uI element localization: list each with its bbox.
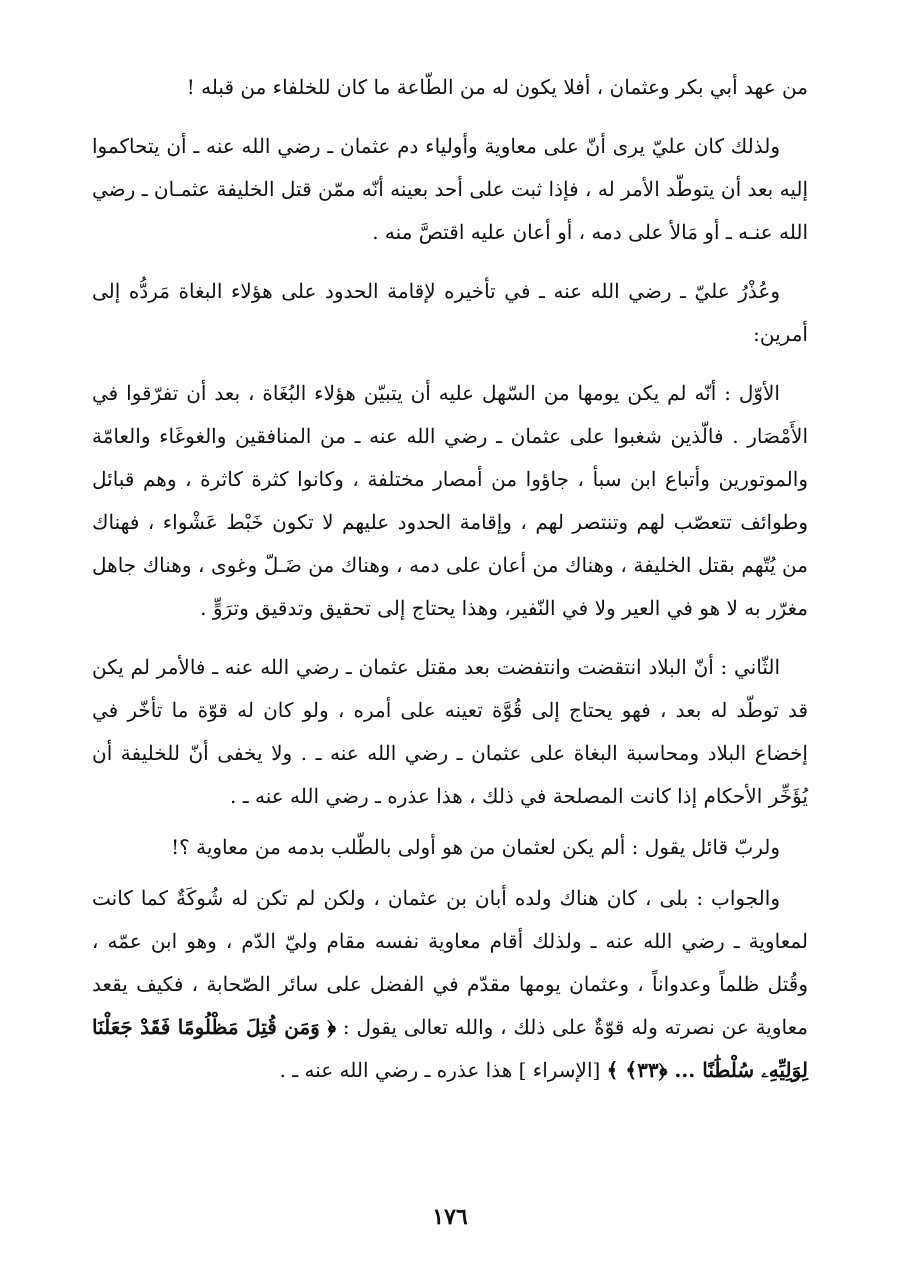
paragraph-2: ولذلك كان عليّ يرى أنّ على معاوية وأولياء دم عثمان ـ رضي الله عنه ـ أن يتحاكموا إليه بعد أن يتوطّد الأمر له ، فإذا ثبت على أحد بعينه أنّه ممّن قتل الخليفة عثمـان ـ رضي الله عنـه ـ أو مَالأ على دمه ، أو أعان عليه اقتصَّ منه .: [92, 134, 808, 244]
paragraph-3: وعُذْرُ عليّ ـ رضي الله عنه ـ في تأخيره لإقامة الحدود على هؤلاء البغاة مَردُّه إلى أمرين:: [92, 279, 808, 346]
body-text: [92, 66, 808, 1092]
quran-verse: ﴿ وَمَن قُتِلَ مَظْلُومًا فَقَدْ جَعَلْنَا لِوَلِيِّهِۦ سُلْطَٰنًا ... ﴿٣٣﴾ ﴾: [92, 1015, 808, 1082]
paragraph-7: [92, 877, 808, 1092]
paragraph-6: ولربّ قائل يقول : ألم يكن لعثمان من هو أولى بالطّلب بدمه من معاوية ؟!: [171, 835, 780, 859]
page-number: ١٧٦: [432, 1204, 468, 1230]
paragraph-7-after: [الإسراء ] هذا عذره ـ رضي الله عنه ـ .: [279, 1058, 601, 1082]
paragraph-1: من عهد أبي بكر وعثمان ، أفلا يكون له من الطّاعة ما كان للخلفاء من قبله !: [186, 75, 808, 99]
paragraph-5: الثّاني : أنّ البلاد انتقضت وانتفضت بعد مقتل عثمان ـ رضي الله عنه ـ فالأمر لم يكن قد توطّد له بعد ، فهو يحتاج إلى قُوَّة تعينه على أمره ، ولو كان له قوّة ما تأخّر في إخضاع البلاد ومحاسبة البغاة على عثمان ـ رضي الله عنه ـ . ولا يخفى أنّ للخليفة أن يُؤَخِّر الأحكام إذا كانت المصلحة في ذلك ، هذا عذره ـ رضي الله عنه ـ .: [92, 655, 808, 808]
paragraph-7-text: والجواب : بلى ، كان هناك ولده أبان بن عثمان ، ولكن لم تكن له شُوكَةٌ كما كانت لمعاوية ـ رضي الله عنه ـ ولذلك أقام معاوية نفسه مقام وليّ الدّم ، وهو ابن عمّه ، وقُتل ظلماً وعدواناً ، وعثمان يومها مقدّم في الفضل على سائر الصّحابة ، فكيف يقعد معاوية عن نصرته وله قوّةٌ على ذلك ، والله تعالى يقول :: [92, 886, 808, 1039]
paragraph-4: الأوّل : أنّه لم يكن يومها من السّهل عليه أن يتبيّن هؤلاء البُغَاة ، بعد أن تفرّقوا في الأَمْصَار . فالّذين شغبوا على عثمان ـ رضي الله عنه ـ من المنافقين والغوغَاء والعامّة والموتورين وأتباع ابن سبأ ، جاؤوا من أمصار مختلفة ، وكانوا كثرة كاثرة ، وهم قبائل وطوائف تتعصّب لهم وتنتصر لهم ، وإقامة الحدود عليهم لا تكون خَبْط عَشْواء ، فهناك من يُتّهم بقتل الخليفة ، وهناك من أعان على دمه ، وهناك من ضَـلّ وغوى ، وهناك جاهل مغرّر به لا هو في العير ولا في النّفير، وهذا يحتاج إلى تحقيق وتدقيق وترَوٍّ .: [92, 381, 808, 620]
